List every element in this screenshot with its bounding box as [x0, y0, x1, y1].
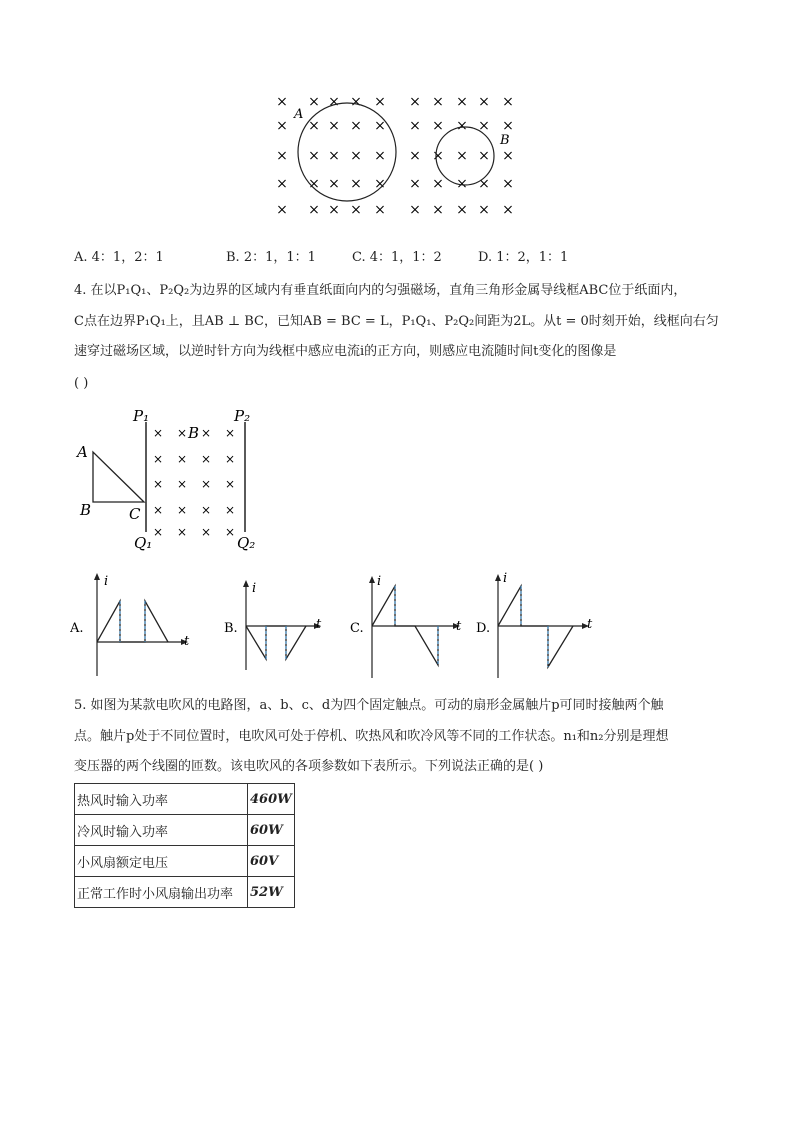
q4-line-2: C点在边界P₁Q₁上，且AB ⊥ BC，已知AB = BC = L，P₁Q₁、P₂Q₂间距为2L。从t = 0时刻开始，线框向右匀 [74, 314, 719, 329]
field-cross: × [328, 176, 340, 192]
table-row [75, 815, 295, 846]
label-p2: P₂ [234, 407, 251, 425]
graph-a [70, 570, 200, 680]
field-cross: × [374, 148, 386, 164]
label-field-b: B [188, 424, 200, 442]
graph-c-i-label: i [377, 574, 382, 589]
graph-d-letter: D. [476, 621, 491, 636]
q3-option-d: D. 1：2，1：1 [478, 250, 569, 265]
field-cross: × [224, 452, 236, 466]
field-cross: × [478, 176, 490, 192]
table-row [75, 784, 295, 815]
field-cross: × [152, 452, 164, 466]
param-name: 冷风时输入功率 [75, 815, 248, 846]
field-crosses [276, 94, 514, 218]
label-p1: P₁ [133, 407, 150, 425]
field-cross: × [152, 426, 164, 440]
q4-line-3: 速穿过磁场区域，以逆时针方向为线框中感应电流i的正方向，则感应电流随时间t变化的图像是 [74, 344, 617, 359]
field-cross: × [478, 118, 490, 134]
field-cross: × [374, 118, 386, 134]
param-name: 小风扇额定电压 [75, 846, 248, 877]
loop-a-label: A [294, 107, 304, 122]
field-cross: × [176, 477, 188, 491]
field-cross: × [200, 477, 212, 491]
field-cross: × [328, 118, 340, 134]
graph-d [476, 570, 601, 682]
field-cross: × [432, 94, 444, 110]
field-circles-figure [270, 88, 530, 223]
graph-b-letter: B. [224, 621, 238, 636]
graph-c-t-label: t [456, 619, 462, 634]
graph-d-i-label: i [503, 571, 508, 586]
field-cross: × [350, 176, 362, 192]
field-cross: × [176, 503, 188, 517]
graph-d-t-label: t [587, 617, 593, 632]
q3-option-a: A. 4：1，2：1 [74, 250, 164, 265]
field-cross: × [276, 176, 288, 192]
field-cross: × [308, 148, 320, 164]
field-cross: × [409, 148, 421, 164]
table-row [75, 846, 295, 877]
field-cross: × [409, 118, 421, 134]
field-cross: × [152, 525, 164, 539]
loop-b-label: B [500, 133, 510, 148]
graph-c-letter: C. [350, 621, 364, 636]
graph-a-i-arrow [94, 573, 100, 580]
param-value: 60V [248, 846, 295, 877]
field-cross: × [478, 148, 490, 164]
field-cross: × [224, 477, 236, 491]
field-cross: × [502, 202, 514, 218]
field-cross: × [308, 176, 320, 192]
field-cross: × [200, 503, 212, 517]
q3-option-b: B. 2：1，1：1 [226, 250, 316, 265]
field-cross: × [374, 176, 386, 192]
field-cross: × [432, 202, 444, 218]
q5-line-1: 5. 如图为某款电吹风的电路图，a、b、c、d为四个固定触点。可动的扇形金属触片p可同时接触两个触 [74, 698, 664, 713]
field-cross: × [502, 118, 514, 134]
field-cross: × [350, 118, 362, 134]
param-value: 52W [248, 877, 295, 908]
field-cross: × [409, 202, 421, 218]
field-cross: × [152, 477, 164, 491]
graph-b-i-label: i [252, 581, 257, 596]
graph-a-curve [97, 601, 168, 642]
graph-b-t-label: t [316, 617, 322, 632]
field-cross: × [308, 202, 320, 218]
field-cross: × [374, 202, 386, 218]
field-cross: × [308, 118, 320, 134]
field-cross: × [328, 202, 340, 218]
label-q1: Q₁ [134, 534, 153, 552]
field-cross: × [502, 148, 514, 164]
field-cross: × [176, 452, 188, 466]
table-row [75, 877, 295, 908]
q4-line-1: 4. 在以P₁Q₁、P₂Q₂为边界的区域内有垂直纸面向内的匀强磁场，直角三角形金属导线框ABC位于纸面内， [74, 283, 687, 298]
graph-c [350, 570, 470, 682]
field-cross: × [456, 148, 468, 164]
field-cross: × [409, 94, 421, 110]
q3-option-c: C. 4：1，1：2 [352, 250, 442, 265]
field-cross: × [478, 202, 490, 218]
field-cross: × [350, 202, 362, 218]
field-cross: × [432, 148, 444, 164]
field-cross: × [276, 94, 288, 110]
field-cross: × [456, 202, 468, 218]
triangle-field-figure [74, 404, 274, 556]
field-cross: × [224, 426, 236, 440]
graph-a-letter: A. [70, 621, 84, 636]
field-cross: × [374, 94, 386, 110]
field-cross: × [276, 202, 288, 218]
field-cross: × [409, 176, 421, 192]
graph-a-i-label: i [104, 574, 109, 589]
field-cross: × [328, 94, 340, 110]
graph-a-t-label: t [184, 634, 190, 649]
q5-line-3: 变压器的两个线圈的匝数。该电吹风的各项参数如下表所示。下列说法正确的是( ) [74, 759, 544, 774]
field-cross: × [350, 94, 362, 110]
graph-b [224, 570, 334, 680]
parameters-table [74, 783, 295, 908]
label-c: C [129, 505, 141, 523]
field-cross: × [224, 525, 236, 539]
label-a: A [77, 443, 88, 461]
field-cross: × [200, 525, 212, 539]
field-cross: × [432, 118, 444, 134]
field-cross: × [200, 452, 212, 466]
field-cross: × [502, 176, 514, 192]
param-value: 60W [248, 815, 295, 846]
field-crosses-q4 [153, 426, 235, 539]
field-cross: × [502, 94, 514, 110]
field-cross: × [350, 148, 362, 164]
label-q2: Q₂ [237, 534, 256, 552]
param-value: 460W [248, 784, 295, 815]
field-cross: × [224, 503, 236, 517]
field-cross: × [200, 426, 212, 440]
field-cross: × [328, 148, 340, 164]
field-cross: × [456, 94, 468, 110]
param-name: 正常工作时小风扇输出功率 [75, 877, 248, 908]
graph-c-i-arrow [369, 576, 375, 583]
graph-b-i-arrow [243, 580, 249, 587]
field-cross: × [176, 426, 188, 440]
field-cross: × [276, 118, 288, 134]
q4-answer-blank: ( ) [74, 376, 89, 391]
label-b: B [80, 501, 92, 519]
field-cross: × [276, 148, 288, 164]
graph-b-curve [246, 626, 306, 659]
triangle-abc [93, 452, 144, 502]
graph-d-i-arrow [495, 574, 501, 581]
q5-line-2: 点。触片p处于不同位置时，电吹风可处于停机、吹热风和吹冷风等不同的工作状态。n₁和n₂分别是理想 [74, 729, 669, 744]
field-cross: × [456, 176, 468, 192]
field-cross: × [456, 118, 468, 134]
field-cross: × [478, 94, 490, 110]
field-cross: × [432, 176, 444, 192]
field-cross: × [176, 525, 188, 539]
param-name: 热风时输入功率 [75, 784, 248, 815]
field-cross: × [308, 94, 320, 110]
field-cross: × [152, 503, 164, 517]
